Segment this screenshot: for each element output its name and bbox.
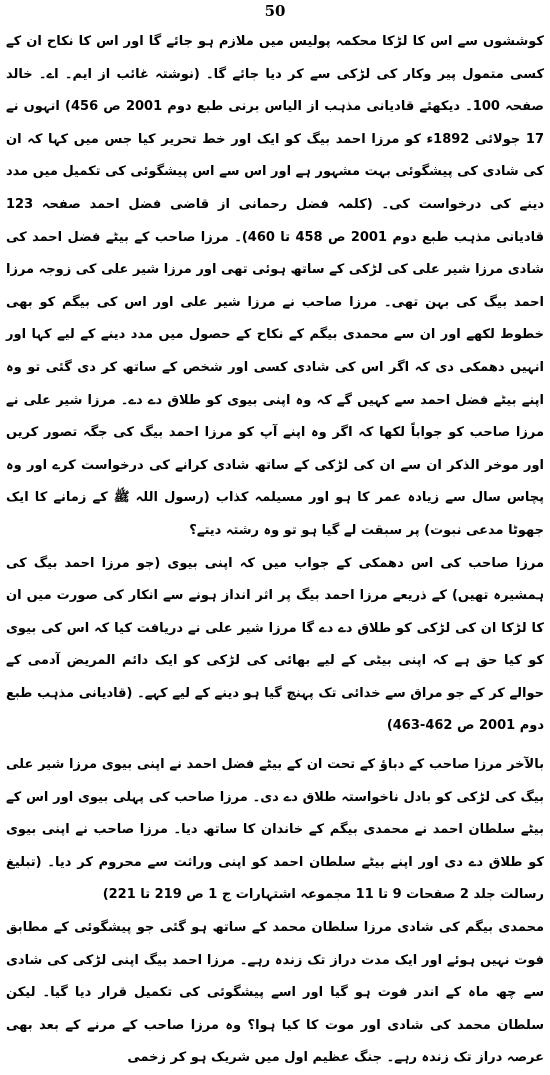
- body-text: [6, 26, 544, 1075]
- page-number: 50: [264, 2, 286, 20]
- paragraph-4: محمدی بیگم کی شادی مرزا سلطان محمد کے ساتھ ہو گئی جو پیشگوئی کے مطابق فوت نہیں ہوئے اور ایک مدت دراز تک زندہ رہے۔ مرزا احمد بیگ اپنی لڑکی کی شادی سے چھ ماہ کے اندر فوت ہو گیا اور اسے پیشگوئی کی تکمیل قرار دیا گیا۔ لیکن سلطان محمد کی شادی اور موت کا کیا ہوا؟ وہ مرزا صاحب کے مرنے کے بعد بھی عرصہ دراز تک زندہ رہے۔ جنگ عظیم اول میں شریک ہو کر زخمی: [6, 920, 544, 1066]
- paragraph-1: کوششوں سے اس کا لڑکا محکمہ پولیس میں ملازم ہو جائے گا اور اس کا نکاح ان کے کسی متمول پیر وکار کی لڑکی سے کر دیا جائے گا۔ (نوشتہ غائب از ایم۔ اے۔ خالد صفحہ 100۔ دیکھئے قادیانی مذہب از الیاس برنی طبع دوم 2001 ص 456) انہوں نے 17 جولائی 1892ء کو مرزا احمد بیگ کو ایک اور خط تحریر کیا جس میں کہا کہ ان کی شادی کی پیشگوئی بہت مشہور ہے اور اس سے اس پیشگوئی کی تکمیل میں مدد دینے کی درخواست کی۔ (کلمہ فضل رحمانی از قاضی فضل احمد صفحہ 123 قادیانی مذہب طبع دوم 2001 ص 458 تا 460)۔ مرزا صاحب کے بیٹے فضل احمد کی شادی مرزا شیر علی کی لڑکی کے ساتھ ہوئی تھی اور مرزا شیر علی کی زوجہ مرزا احمد بیگ کی بہن تھی۔ مرزا صاحب نے مرزا شیر علی اور اس کی بیگم کو بھی خطوط لکھے اور ان سے محمدی بیگم کے نکاح کے حصول میں مدد دینے کے لیے کہا اور انہیں دھمکی دی کہ اگر اس کی شادی کسی اور شخص کے ساتھ کر دی گئی تو وہ اپنے بیٹے فضل احمد سے کہیں گے کہ وہ اپنی بیوی کو طلاق دے دے۔ مرزا شیر علی نے مرزا صاحب کو جواباً لکھا کہ اگر وہ اپنے آپ کو مرزا احمد بیگ کی جگہ تصور کریں اور موخر الذکر ان سے ان کی لڑکی کے ساتھ شادی کرانے کی درخواست کرے اور وہ پچاس سال سے زیادہ عمر کا ہو اور مسیلمہ کذاب (رسول اللہ ﷺ کے زمانے کا ایک جھوٹا مدعی نبوت) پر سبقت لے گیا ہو تو وہ رشتہ دیتے؟: [6, 34, 544, 538]
- paragraph-3: بالآخر مرزا صاحب کے دباؤ کے تحت ان کے بیٹے فضل احمد نے اپنی بیوی مرزا شیر علی بیگ کی لڑکی کو بادل ناخواستہ طلاق دے دی۔ مرزا صاحب کی پہلی بیوی اور اس کے بیٹے سلطان احمد نے محمدی بیگم کے خاندان کا ساتھ دیا۔ مرزا صاحب نے اپنی بیوی کو طلاق دے دی اور اپنے بیٹے سلطان احمد کو اپنی وراثت سے محروم کر دیا۔ (تبلیغ رسالت جلد 2 صفحات 9 تا 11 مجموعہ اشتہارات ج 1 ص 219 تا 221): [6, 757, 544, 903]
- paragraph-2: مرزا صاحب کی اس دھمکی کے جواب میں کہ اپنی بیوی (جو مرزا احمد بیگ کی ہمشیرہ تھیں) کے ذریعے مرزا احمد بیگ پر اثر انداز ہونے سے انکار کی صورت میں ان کا لڑکا ان کی لڑکی کو طلاق دے دے گا مرزا شیر علی نے دریافت کیا کہ اس کی بیوی کو کیا حق ہے کہ اپنی بیٹی کے لیے بھائی کی لڑکی کو ایک دائم المریض آدمی کے حوالے کر کے جو مراق سے خدائی تک پہنچ گیا ہو دینے کے لیے کہے۔ (قادیانی مذہب طبع دوم 2001 ص 462-463): [6, 555, 544, 734]
